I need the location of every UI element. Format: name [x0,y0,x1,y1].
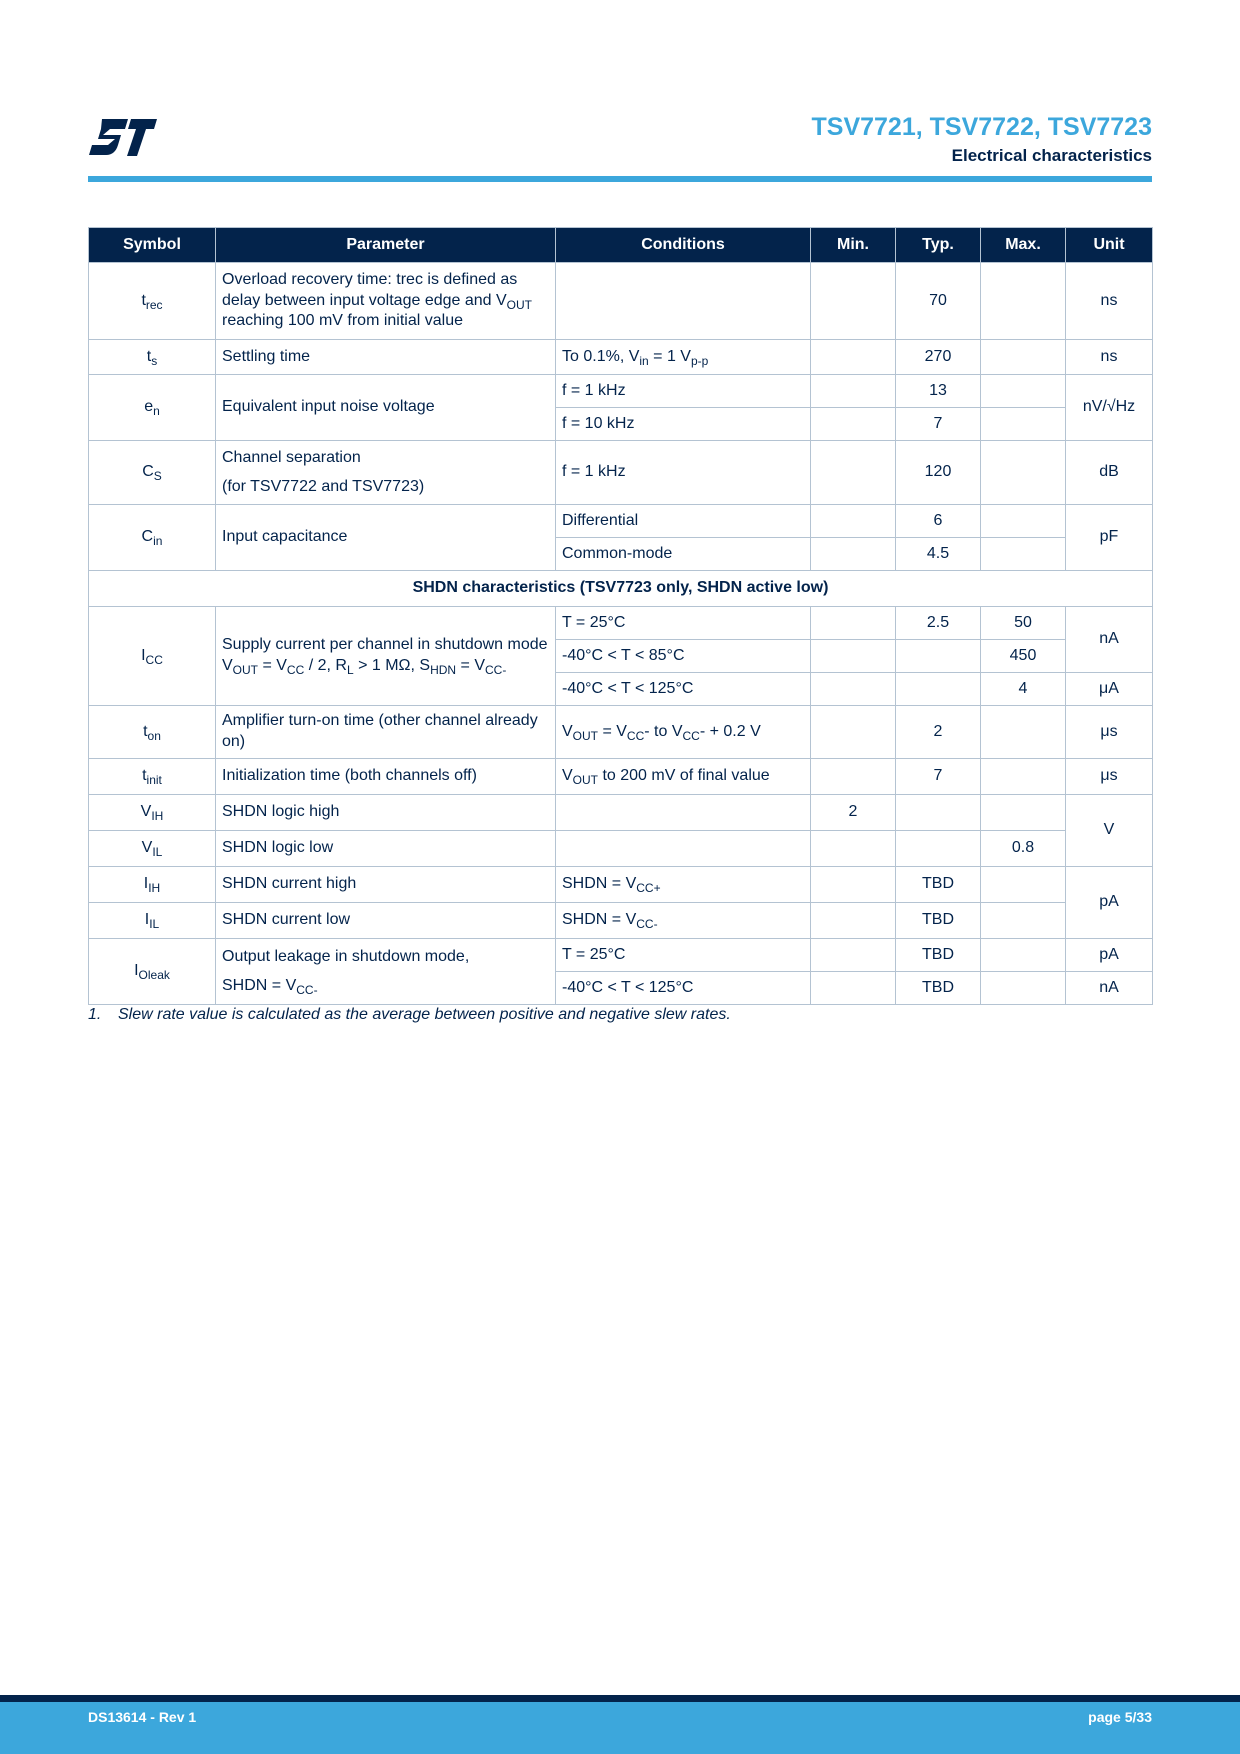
footnote [88,1006,731,1024]
table-row [89,795,1153,831]
parameter-cell: Channel separation (for TSV7722 and TSV7723) [216,441,556,505]
max-cell [981,972,1066,1005]
conditions-cell: -40°C < T < 125°C [556,673,811,706]
max-cell [981,505,1066,538]
typ-cell: TBD [896,939,981,972]
min-cell [811,972,896,1005]
conditions-cell: $V_{OUT}$ to 200 mV of final value [556,759,811,795]
typ-cell: TBD [896,972,981,1005]
typ-cell [896,673,981,706]
conditions-cell [556,263,811,340]
st-logo [88,118,158,158]
footnote-number: 1. [88,1006,102,1023]
max-cell [981,795,1066,831]
symbol-cell: $V_{IL}$ [89,831,216,867]
parameter-cell: Amplifier turn-on time (other channel already on) [216,706,556,759]
max-cell: 4 [981,673,1066,706]
conditions-cell: $V_{OUT} = V_{CC}-$ to $V_{CC}- + 0.2$ V [556,706,811,759]
typ-cell: 7 [896,408,981,441]
conditions-cell: To 0.1%, $V_{in} = 1$ $V_{p-p}$ [556,340,811,375]
min-cell [811,939,896,972]
parameter-cell: Equivalent input noise voltage [216,375,556,441]
parameter-cell: Initialization time (both channels off) [216,759,556,795]
typ-cell: 13 [896,375,981,408]
min-cell [811,375,896,408]
typ-cell [896,831,981,867]
unit-cell: nV/√Hz [1066,375,1153,441]
min-cell [811,505,896,538]
typ-cell: 2.5 [896,607,981,640]
conditions-cell: Differential [556,505,811,538]
table-header-row [89,228,1153,263]
min-cell: 2 [811,795,896,831]
min-cell [811,831,896,867]
st-logo-s [89,119,128,155]
max-cell [981,867,1066,903]
section-title: Electrical characteristics [951,146,1152,165]
conditions-cell: T = 25°C [556,607,811,640]
conditions-cell: SHDN = $V_{CC+}$ [556,867,811,903]
max-cell [981,375,1066,408]
footnote-text: Slew rate value is calculated as the average between positive and negative slew rates. [118,1006,731,1023]
min-cell [811,673,896,706]
table-row [89,706,1153,759]
min-cell [811,640,896,673]
max-cell [981,538,1066,571]
table-row [89,505,1153,538]
parameter-cell: Output leakage in shutdown mode, SHDN = $V_{CC-}$ [216,939,556,1005]
section-row [89,571,1153,607]
min-cell [811,340,896,375]
symbol-cell: $C_{in}$ [89,505,216,571]
col-unit: Unit [1066,228,1153,263]
symbol-cell: $t_{on}$ [89,706,216,759]
col-symbol: Symbol [89,228,216,263]
typ-cell: 7 [896,759,981,795]
min-cell [811,441,896,505]
col-min: Min. [811,228,896,263]
symbol-cell: $I_{IH}$ [89,867,216,903]
page-number: page 5/33 [1088,1709,1152,1725]
unit-cell: ns [1066,263,1153,340]
unit-cell: dB [1066,441,1153,505]
unit-cell: μs [1066,759,1153,795]
parameter-line: SHDN = $V_{CC-}$ [222,976,318,997]
max-cell [981,408,1066,441]
typ-cell: 270 [896,340,981,375]
unit-cell: pA [1066,867,1153,939]
max-cell [981,759,1066,795]
typ-cell: 120 [896,441,981,505]
conditions-cell: -40°C < T < 125°C [556,972,811,1005]
typ-cell: TBD [896,903,981,939]
typ-cell [896,795,981,831]
parameter-cell: SHDN current low [216,903,556,939]
conditions-cell: f = 1 kHz [556,441,811,505]
max-cell [981,441,1066,505]
table-row [89,831,1153,867]
symbol-cell: $C_S$ [89,441,216,505]
conditions-cell: f = 1 kHz [556,375,811,408]
document-title: TSV7721, TSV7722, TSV7723 [811,113,1152,141]
footer-rule [0,1695,1240,1702]
st-logo-t [127,119,157,156]
unit-cell: μA [1066,673,1153,706]
min-cell [811,867,896,903]
typ-cell: 2 [896,706,981,759]
conditions-cell: f = 10 kHz [556,408,811,441]
header-rule [88,176,1152,182]
symbol-cell: $I_{CC}$ [89,607,216,706]
conditions-cell [556,831,811,867]
unit-cell: μs [1066,706,1153,759]
typ-cell [896,640,981,673]
unit-cell: ns [1066,340,1153,375]
min-cell [811,263,896,340]
conditions-cell: SHDN = $V_{CC-}$ [556,903,811,939]
unit-cell: pF [1066,505,1153,571]
unit-cell: nA [1066,607,1153,673]
table-row [89,441,1153,505]
unit-cell: pA [1066,939,1153,972]
unit-cell: V [1066,795,1153,867]
table-row [89,759,1153,795]
parameter-cell: Supply current per channel in shutdown mode $V_{OUT} = V_{CC} / 2$, $R_L > 1$ MΩ, $S_{HDN} = V_{CC-}$ [216,607,556,706]
typ-cell: 6 [896,505,981,538]
table-row [89,263,1153,340]
table-row [89,340,1153,375]
table-row [89,939,1153,972]
min-cell [811,903,896,939]
min-cell [811,759,896,795]
symbol-cell: $V_{IH}$ [89,795,216,831]
document-revision: DS13614 - Rev 1 [88,1709,197,1725]
max-cell: 0.8 [981,831,1066,867]
conditions-cell [556,795,811,831]
typ-cell: TBD [896,867,981,903]
max-cell [981,706,1066,759]
col-max: Max. [981,228,1066,263]
unit-cell: nA [1066,972,1153,1005]
symbol-cell: $t_s$ [89,340,216,375]
electrical-characteristics-table [88,227,1153,1005]
conditions-cell: -40°C < T < 85°C [556,640,811,673]
section-title-cell: SHDN characteristics (TSV7723 only, SHDN active low) [89,571,1153,607]
table-row [89,903,1153,939]
max-cell: 450 [981,640,1066,673]
min-cell [811,706,896,759]
conditions-cell: T = 25°C [556,939,811,972]
parameter-cell: SHDN logic high [216,795,556,831]
min-cell [811,607,896,640]
max-cell [981,263,1066,340]
min-cell [811,408,896,441]
typ-cell: 4.5 [896,538,981,571]
parameter-cell: SHDN logic low [216,831,556,867]
table-row [89,867,1153,903]
table-row [89,607,1153,640]
symbol-cell: $I_{IL}$ [89,903,216,939]
max-cell [981,340,1066,375]
col-typ: Typ. [896,228,981,263]
table-row [89,375,1153,408]
conditions-cell: Common-mode [556,538,811,571]
max-cell [981,939,1066,972]
parameter-cell: Input capacitance [216,505,556,571]
parameter-cell: SHDN current high [216,867,556,903]
max-cell: 50 [981,607,1066,640]
symbol-cell: $t_{init}$ [89,759,216,795]
symbol-cell: $t_{rec}$ [89,263,216,340]
symbol-cell: $I_{Oleak}$ [89,939,216,1005]
min-cell [811,538,896,571]
col-parameter: Parameter [216,228,556,263]
typ-cell: 70 [896,263,981,340]
max-cell [981,903,1066,939]
parameter-cell: Settling time [216,340,556,375]
col-conditions: Conditions [556,228,811,263]
symbol-cell: $e_n$ [89,375,216,441]
parameter-cell: Overload recovery time: trec is defined as delay between input voltage edge and $V_{OUT}$ reaching 100 mV from initial value [216,263,556,340]
